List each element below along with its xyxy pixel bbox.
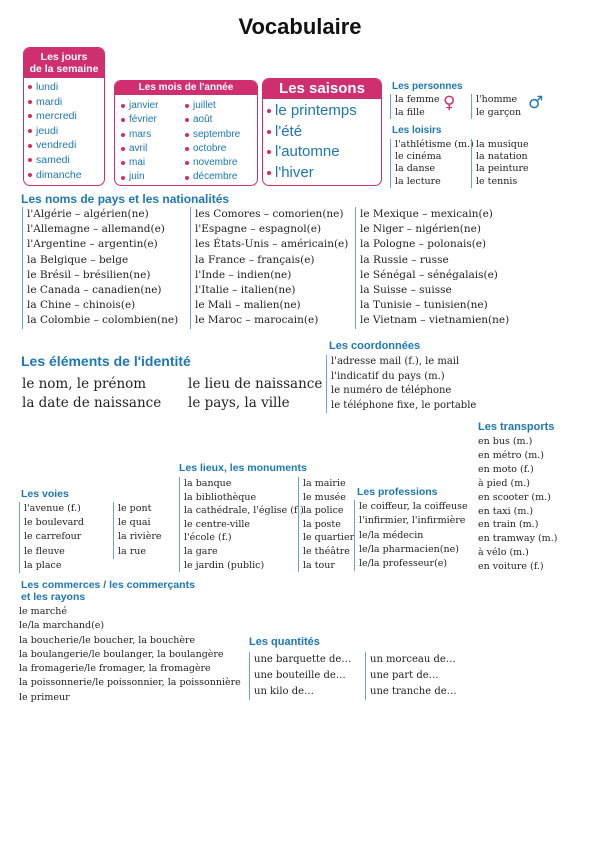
list-item: l'adresse mail (f.), le mail [331,356,460,367]
list-item: l'homme [476,94,518,105]
list-item: le garçon [476,106,522,118]
list-item: le Maroc – marocain(e) [195,314,319,327]
professions-list [354,500,468,571]
list-item: un kilo de… [254,686,315,697]
list-item: mardi [26,95,104,110]
list-item: la Chine – chinois(e) [27,299,136,312]
list-item: juin [119,170,158,184]
mois-box [114,80,258,186]
lieux-col1 [179,477,304,572]
list-item: l'Algérie – algérien(ne) [27,208,149,220]
jours-list [24,80,104,182]
list-item: en taxi (m.) [478,505,534,517]
pays-col2 [190,207,348,329]
list-item: le lieu de naissance [188,376,323,392]
list-item: le/la marchand(e) [19,620,105,632]
voies-col1 [19,502,84,573]
saisons-box [262,78,382,186]
list-item: une tranche de… [370,686,457,697]
list-item: le Mexique – mexicain(e) [360,208,493,220]
voies-heading: Les voies [21,488,69,500]
lieux-col2 [298,477,354,572]
list-item: la Pologne – polonais(e) [360,238,487,251]
list-item: la natation [476,151,528,163]
transports-heading: Les transports [478,421,555,433]
list-item: l'indicatif du pays (m.) [331,370,445,382]
list-item: lundi [26,80,104,95]
list-item: le téléphone fixe, le portable [331,399,477,411]
list-item: l'école (f.) [184,532,232,544]
list-item: l'hiver [265,163,381,184]
list-item: la rivière [118,531,162,543]
list-item: le quartier [303,532,355,544]
list-item: le numéro de téléphone [331,385,452,397]
jours-box [23,47,105,186]
list-item: le nom, le prénom [22,376,147,392]
list-item: le/la professeur(e) [359,558,448,570]
list-item: la musique [476,139,529,150]
list-item: le pays, la ville [188,395,290,411]
list-item: l'été [265,122,381,143]
list-item: jeudi [26,124,104,139]
list-item: le fleuve [24,545,65,557]
saisons-heading: Les saisons [263,79,381,99]
saisons-list [263,101,381,183]
list-item: le Brésil – brésilien(ne) [27,268,151,281]
list-item: la bibliothèque [184,491,257,503]
list-item: la Suisse – suisse [360,284,452,297]
list-item: le jardin (public) [184,559,265,571]
list-item: février [119,113,158,127]
loisirs-col2 [471,139,529,188]
list-item: novembre [183,156,240,170]
list-item: le boulevard [24,517,84,529]
list-item: la police [303,505,344,517]
personnes-col1 [390,94,440,119]
loisirs-col1 [390,139,474,188]
list-item: janvier [119,99,158,113]
list-item: le Niger – nigérien(ne) [360,223,481,236]
list-item: mars [119,128,158,142]
list-item: une part de… [370,670,439,681]
list-item: le quai [118,517,151,529]
lieux-heading: Les lieux, les monuments [179,462,307,474]
list-item: le printemps [265,101,381,122]
list-item: la fille [395,106,425,118]
pays-col3 [355,207,509,329]
commerces-heading: Les commerces / les commerçants et les rayons [21,579,195,603]
list-item: la place [24,559,62,571]
loisirs-heading: Les loisirs [392,125,442,136]
list-item: le marché [19,606,67,617]
list-item: un morceau de… [370,654,456,665]
list-item: les États-Unis – américain(e) [195,238,349,251]
list-item: en scooter (m.) [478,491,551,503]
list-item: le coiffeur, la coiffeuse [359,501,468,512]
list-item: la Russie – russe [360,253,449,266]
list-item: l'Allemagne – allemand(e) [27,223,165,236]
list-item: le centre-ville [184,518,251,530]
list-item: les Comores – comorien(ne) [195,208,344,220]
pays-col1 [22,207,178,329]
list-item: l'infirmier, l'infirmière [359,515,466,527]
list-item: l'automne [265,142,381,163]
list-item: mai [119,156,158,170]
professions-heading: Les professions [357,486,438,498]
list-item: la Belgique – belge [27,253,129,266]
list-item: le tennis [476,175,518,187]
mois-heading: Les mois de l'année [115,81,257,95]
list-item: la poste [303,518,341,530]
list-item: le/la pharmacien(ne) [359,543,459,555]
list-item: une barquette de… [254,654,352,665]
list-item: à pied (m.) [478,477,530,489]
list-item: en train (m.) [478,519,539,531]
list-item: septembre [183,128,240,142]
voies-col2 [113,502,162,559]
list-item: août [183,113,240,127]
quantites-col2 [365,652,457,700]
jours-heading: Les jours de la semaine [24,48,104,78]
list-item: le Sénégal – sénégalais(e) [360,268,498,281]
list-item: la boucherie/le boucher, la bouchère [19,634,196,646]
list-item: une bouteille de… [254,670,346,681]
coordonnees-heading: Les coordonnées [329,340,421,352]
list-item: la cathédrale, l'église (f.) [184,505,304,517]
list-item: vendredi [26,138,104,153]
list-item: le primeur [19,691,70,703]
list-item: l'Argentine – argentin(e) [27,238,158,251]
list-item: juillet [183,99,240,113]
list-item: en voiture (f.) [478,561,544,573]
list-item: la fromagerie/le fromager, la fromagère [19,663,211,675]
list-item: la gare [184,545,218,557]
list-item: la mairie [303,478,346,489]
list-item: mercredi [26,109,104,124]
list-item: dimanche [26,168,104,183]
list-item: le Vietnam – vietnamien(ne) [360,314,510,327]
commerces-list [19,605,241,705]
list-item: la femme [395,94,440,105]
list-item: la peinture [476,163,529,175]
list-item: la date de naissance [22,395,162,411]
list-item: le Canada – canadien(ne) [27,284,162,297]
list-item: le musée [303,491,346,503]
identite-col2 [188,375,322,413]
male-icon: ♂ [528,93,544,113]
list-item: la poissonnerie/le poissonnier, la poissonnière [19,677,241,689]
list-item: la rue [118,545,147,557]
list-item: l'Italie – italien(ne) [195,284,296,297]
list-item: l'Espagne – espagnol(e) [195,223,322,236]
list-item: la Tunisie – tunisien(ne) [360,299,488,312]
list-item: le pont [118,503,152,514]
coordonnees-list [326,355,476,413]
list-item: le théâtre [303,545,350,557]
list-item: le Mali – malien(ne) [195,299,301,312]
list-item: la tour [303,559,335,571]
mois-col1 [119,99,158,185]
list-item: l'Inde – indien(ne) [195,268,292,281]
female-icon: ♀ [443,93,456,113]
list-item: en métro (m.) [478,449,544,461]
list-item: la France – français(e) [195,253,315,266]
identite-col1 [22,375,161,413]
list-item: le/la médecin [359,529,424,541]
list-item: à vélo (m.) [478,547,529,559]
list-item: avril [119,142,158,156]
list-item: l'athlétisme (m.) [395,139,474,150]
mois-col2 [183,99,240,185]
quantites-heading: Les quantités [249,636,320,648]
list-item: le cinéma [395,151,442,163]
list-item: la danse [395,163,436,175]
list-item: en tramway (m.) [478,533,558,545]
pays-heading: Les noms de pays et les nationalités [21,192,230,206]
quantites-col1 [249,652,351,700]
list-item: décembre [183,170,240,184]
list-item: en bus (m.) [478,436,533,447]
transports-list [478,435,557,574]
list-item: le carrefour [24,531,82,543]
list-item: la Colombie – colombien(ne) [27,314,179,327]
personnes-col2 [471,94,521,119]
list-item: octobre [183,142,240,156]
list-item: samedi [26,153,104,168]
page-title: Vocabulaire [238,14,362,39]
list-item: l'avenue (f.) [24,503,81,514]
identite-heading: Les éléments de l'identité [21,353,191,369]
list-item: la banque [184,478,232,489]
list-item: la lecture [395,175,441,187]
personnes-heading: Les personnes [392,81,463,92]
list-item: la boulangerie/le boulanger, la boulangère [19,648,224,660]
list-item: en moto (f.) [478,463,534,475]
